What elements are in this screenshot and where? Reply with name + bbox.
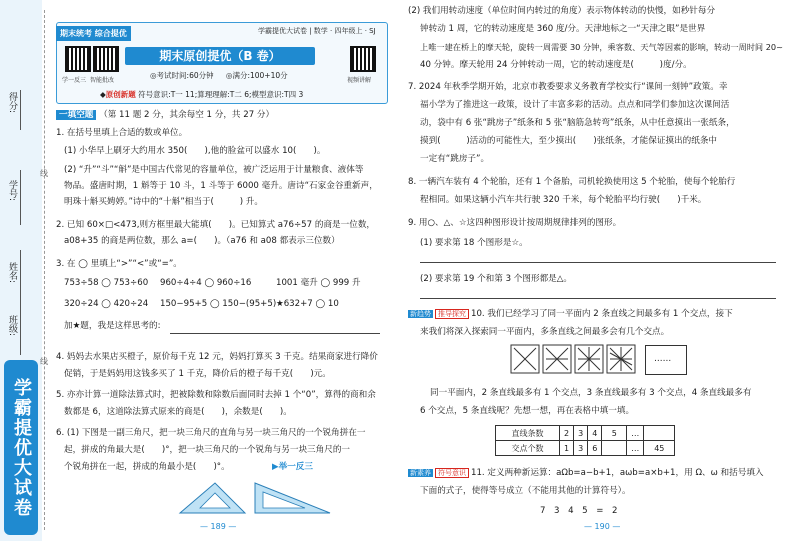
question-8: 程相同。如果这辆小汽车共行驶 320 千米，每个轮胎平均行驶( )千米。 [420, 195, 707, 205]
question-10: 同一平面内，2 条直线最多有 1 个交点，3 条直线最多有 3 个交点，4 条直线最多有 [430, 388, 752, 398]
question-6-2: 40 分钟。摩天轮用 24 分钟转动一周，它的转动速度是( )度/分。 [420, 60, 692, 70]
page-number: — 189 — [200, 522, 237, 531]
exam-meta [150, 70, 288, 81]
student-id-line[interactable] [20, 170, 21, 225]
question-6-2: (2) 我们用转动速度（单位时间内转过的角度）表示物体转动的快慢，如秒针每分 [408, 6, 716, 16]
question-10: 6 个交点，5 条直线呢？先想一想，再在表格中填一填。 [420, 406, 635, 416]
question-9-1: (1) 要求第 18 个图形是☆。 [420, 238, 528, 248]
question-1-2: (2) “升”“斗”“斛”是中国古代常见的容量单位，被广泛运用于计量粮食、液体等 [64, 165, 364, 175]
table-cell: 3 [574, 426, 588, 441]
question-6: 个锐角拼在一起，拼成的角最小是( )°。 [64, 462, 230, 472]
compare-item: 320÷24 ◯ 420÷24 [64, 299, 149, 309]
figure-ellipsis: …… [654, 354, 672, 364]
trend-badge: 新趋势 [410, 310, 431, 318]
table-cell: 3 [574, 441, 588, 456]
score-label: 得分: [7, 92, 17, 114]
question-2: 2. 已知 60×□<473,则方框里最大能填( )。已知算式 a76÷57 的商是一位数， [56, 220, 376, 230]
qr-label: 视频讲解 [347, 77, 372, 84]
page-number: — 190 — [584, 522, 621, 531]
spec-tag: 原创新题 [105, 90, 136, 99]
question-10-text: 10. 我们已经学习了同一平面内 2 条直线之间最多有 1 个交点，接下 [471, 309, 733, 319]
question-1-1: (1) 小华早上刷牙大约用水 350( ),他的脸盆可以盛水 10( )。 [64, 146, 326, 156]
table-cell: 45 [644, 441, 675, 456]
name-line[interactable] [20, 250, 21, 305]
table-row [496, 426, 675, 441]
question-7: 摸到( )活动的可能性大，至少摸出( )张纸条，才能保证摸出的纸条中 [420, 136, 718, 146]
question-9-2: (2) 要求第 19 个和第 3 个图形都是△。 [420, 274, 572, 284]
qr-code-icon[interactable] [350, 46, 376, 72]
table-header: 交点个数 [496, 441, 560, 456]
question-6-2: 上唯一建在桥上的摩天轮，旋转一周需要 30 分钟，乘客数、天气等因素的影响，转动一周时间 20~ [420, 42, 784, 52]
exam-score: ◎满分:100+10分 [225, 71, 288, 80]
class-label: 班级: [7, 315, 17, 337]
question-3: 3. 在 ◯ 里填上“>”“<”或“=”。 [56, 259, 182, 269]
question-5: 数都是 6，这道除法算式原来的商是( )，余数是( )。 [64, 407, 292, 417]
question-6-2: 钟转动 1 周，它的转动速度是 360 度/分。天津地标之一“天津之眼”是世界 [420, 24, 706, 34]
question-1-2: 物品。盛唐时期，1 斛等于 10 斗，1 斗等于 6000 毫升。唐诗“石家金谷重新声， [64, 181, 378, 191]
compare-item: ★632+7 ◯ 10 [276, 299, 339, 309]
question-11: 下面的式子，使得等号成立（不能用其他的计算符号）。 [420, 486, 631, 496]
table-cell: 6 [588, 441, 602, 456]
table-cell-input[interactable] [602, 441, 627, 456]
question-10: 来我们将深入探索同一平面内，多条直线之间最多会有几个交点。 [420, 327, 670, 337]
compare-item: 753÷58 ◯ 753÷60 [64, 278, 149, 288]
section-note: （第 11 题 2 分，其余每空 1 分，共 27 分） [99, 110, 275, 120]
question-6: 起，拼成的角最大是( )°，把一块三角尺的一个锐角与另一块三角尺的一 [64, 445, 351, 455]
question-6: 6. (1) 下图是一副三角尺，把一块三角尺的直角与另一块三角尺的一个锐角拼在一 [56, 428, 366, 438]
table-row [496, 441, 675, 456]
compare-item: 960÷4÷4 ◯ 960÷16 [160, 278, 252, 288]
table-cell-input[interactable] [644, 426, 675, 441]
qr-code-icon[interactable] [65, 46, 91, 72]
exam-type-tag: 期末统考 综合提优 [56, 26, 131, 41]
question-11-text: 11. 定义两种新运算：aΩb=a−b+1，a⍵b=a×b+1，用 Ω、⍵ 和括号填入 [471, 468, 764, 478]
question-9: 9. 用○、△、☆这四种图形设计按周期规律排列的图形。 [408, 218, 622, 228]
table-cell: 5 [602, 426, 627, 441]
equation[interactable]: 7 3 4 5 = 2 [540, 506, 618, 516]
question-4: 4. 妈妈去水果店买橙子，原价每千克 12 元，妈妈打算买 3 千克。结果商家进行降价 [56, 352, 378, 362]
table-cell: … [627, 441, 644, 456]
question-1: 1. 在括号里填上合适的数或单位。 [56, 128, 188, 138]
related-practice-link[interactable]: ▶举一反三 [272, 462, 313, 472]
table-cell: 1 [560, 441, 574, 456]
compare-item: 150−95+5 ◯ 150−(95+5) [160, 299, 277, 309]
lines-intersection-figures [510, 344, 640, 374]
spec-text: 符号意识:T一 11;算理理解:T二 6;模型意识:T四 3 [138, 90, 304, 99]
question-1-2: 明珠十斛买娉婷。”诗中的“十斛”相当于( ) 升。 [64, 197, 263, 207]
spec-prefix: ◆ [100, 90, 106, 99]
think-prompt: 加★题，我是这样思考的: [64, 321, 161, 331]
question-7: 福小学为了推进这一政策，设计了丰富多彩的活动。点点和同学们参加这次课间活 [420, 100, 730, 110]
exam-time: ◎考试时间:60分钟 [150, 71, 214, 80]
question-8: 8. 一辆汽车装有 4 个轮胎，还有 1 个备胎，司机轮换使用这 5 个轮胎，使每个轮胎行 [408, 177, 736, 187]
table-cell: 2 [560, 426, 574, 441]
literacy-badge: 新素养 [410, 469, 431, 477]
answer-line[interactable] [170, 333, 380, 334]
inquiry-badge: 推导探究 [435, 309, 469, 319]
class-line[interactable] [20, 305, 21, 355]
score-line [20, 90, 21, 130]
cut-dash-line [44, 10, 45, 530]
student-id-label: 学号: [7, 180, 17, 202]
brand-logo: 学霸提优大试卷 [4, 360, 38, 535]
table-cell: … [627, 426, 644, 441]
section-title: 一填空题 [56, 110, 96, 120]
cut-mark: 线 [40, 357, 48, 366]
question-7: 一定有“跳房子”。 [420, 154, 490, 164]
question-5: 5. 亦亦计算一道除法算式时，把被除数和除数后面同时去掉 1 个“0”，算得的商和余 [56, 390, 376, 400]
question-7: 动，袋中有 6 张“跳房子”纸条和 5 张“脑筋急转弯”纸条，从中任意摸出一张纸条， [420, 118, 735, 128]
question-10 [408, 307, 733, 321]
compare-item: 1001 毫升 ◯ 999 升 [276, 278, 361, 288]
table-cell: 4 [588, 426, 602, 441]
symbol-badge: 符号意识 [435, 468, 469, 478]
question-2: a08+35 的商是两位数，那么 a=( )。（a76 和 a08 都表示三位数） [64, 236, 340, 246]
intersection-table [495, 425, 675, 456]
qr-label: 学一反三 [62, 77, 87, 84]
spec-line [100, 89, 340, 100]
answer-line[interactable] [420, 298, 776, 299]
qr-label: 智能批改 [90, 77, 115, 84]
section-heading [56, 108, 274, 122]
triangle-rulers-figure [175, 478, 335, 518]
qr-code-icon[interactable] [93, 46, 119, 72]
question-4: 促销，于是妈妈用这钱多买了 1 千克，降价后的橙子每千克( )元。 [64, 369, 331, 379]
series-text: 学霸提优大试卷 | 数学 · 四年级上 · SJ [258, 27, 376, 35]
answer-line[interactable] [420, 262, 776, 263]
question-11 [408, 466, 764, 480]
table-header: 直线条数 [496, 426, 560, 441]
cut-mark: 线 [40, 169, 48, 178]
question-7: 7. 2024 年秋季学期开始，北京市教委要求义务教育学校实行“课间一刻钟”政策。幸 [408, 82, 728, 92]
series-title [258, 26, 376, 36]
name-label: 姓名: [7, 262, 17, 284]
page-title: 期末原创提优（B 卷） [125, 47, 315, 65]
